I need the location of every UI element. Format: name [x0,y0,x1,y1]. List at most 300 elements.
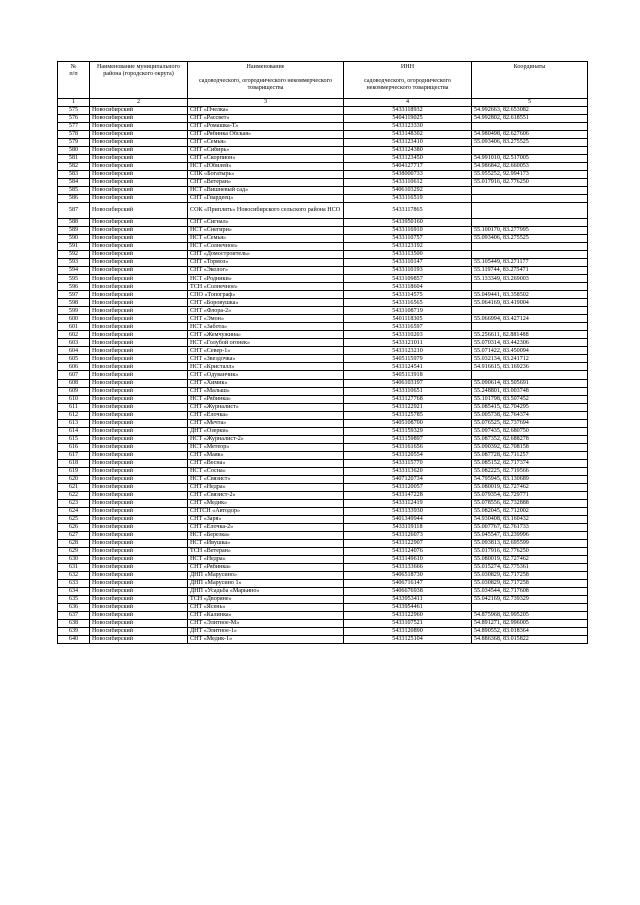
row-number-cell: 635 [58,595,90,603]
coordinates-cell: 55.042169, 82.739329 [472,595,588,603]
organization-name-cell: СНТ «Флора-2» [188,307,344,315]
header-num-5: 5 [472,99,588,107]
coordinates-cell [472,187,588,195]
inn-cell: 5433123410 [344,139,472,147]
organization-name-cell: СНТ «Тормоз» [188,259,344,267]
organization-name-cell: СНТ «Медик-1» [188,636,344,644]
table-row [58,131,588,139]
inn-cell: 5433113620 [344,467,472,475]
table-row [58,523,588,531]
inn-cell: 5433116597 [344,323,472,331]
district-cell: Новосибирский [90,411,188,419]
coordinates-cell [472,147,588,155]
row-number-cell: 606 [58,363,90,371]
coordinates-cell: 54.992802, 82.618551 [472,115,588,123]
inn-cell: 5433123450 [344,155,472,163]
organization-name-cell: НСТ «Связист» [188,475,344,483]
organization-name-cell: СНТ «Жемчужина» [188,331,344,339]
inn-cell: 5438000733 [344,171,472,179]
inn-cell: 5433149610 [344,555,472,563]
header-inn-line2: садоводческого, огороднического некоммерческого товарищества [364,78,451,91]
inn-cell: 5433123210 [344,347,472,355]
header-num-1: 1 [58,99,90,107]
inn-cell: 5401349944 [344,515,472,523]
organization-name-cell: ДНП «Марусино 1» [188,579,344,587]
coordinates-cell: 55.017916, 82.776250 [472,547,588,555]
table-row [58,571,588,579]
coordinates-cell: 55.093406, 83.275525 [472,235,588,243]
coordinates-cell: 55.085415, 82.704295 [472,403,588,411]
district-cell: Новосибирский [90,147,188,155]
district-cell: Новосибирский [90,523,188,531]
organization-name-cell: СНТ «Малыш» [188,387,344,395]
coordinates-cell [472,323,588,331]
coordinates-cell: 55.032134, 83.241712 [472,355,588,363]
table-body [58,107,588,644]
table-row [58,339,588,347]
inn-cell: 5433116910 [344,227,472,235]
table-row [58,411,588,419]
organization-name-cell: СНТ «Елочка» [188,411,344,419]
table-row [58,403,588,411]
district-cell: Новосибирский [90,299,188,307]
organization-name-cell: НСТ «Кристалл» [188,363,344,371]
table-row [58,291,588,299]
inn-cell: 5433117865 [344,203,472,219]
district-cell: Новосибирский [90,195,188,203]
district-cell: Новосибирский [90,491,188,499]
coordinates-cell: 55.064169, 83.419004 [472,299,588,307]
table-row [58,139,588,147]
organization-name-cell: СНТ «Север-1» [188,347,344,355]
district-cell: Новосибирский [90,619,188,627]
coordinates-cell [472,283,588,291]
inn-cell: 5405113918 [344,371,472,379]
coordinates-cell: 55.093813, 82.695599 [472,539,588,547]
organization-name-cell: ДНП «Марусино» [188,571,344,579]
row-number-cell: 590 [58,235,90,243]
inn-cell: 5433122960 [344,611,472,619]
row-number-cell: 589 [58,227,90,235]
table-row [58,107,588,115]
inn-cell: 5433114575 [344,291,472,299]
organization-name-cell: НСТ «Ивушка» [188,539,344,547]
inn-cell: 5433115770 [344,459,472,467]
organization-name-cell: ДНТ «Озерки» [188,427,344,435]
table-row [58,435,588,443]
organization-name-cell: СНТ «Скорпион» [188,155,344,163]
coordinates-cell [472,603,588,611]
coordinates-cell: 55.090614, 83.505691 [472,379,588,387]
row-number-cell: 615 [58,435,90,443]
table-row [58,267,588,275]
table-row [58,539,588,547]
inn-cell: 5406518730 [344,571,472,579]
district-cell: Новосибирский [90,203,188,219]
table-row [58,355,588,363]
district-cell: Новосибирский [90,339,188,347]
coordinates-cell: 55.070314, 83.442306 [472,339,588,347]
organization-name-cell: ТСН «Солнечное» [188,283,344,291]
coordinates-cell [472,243,588,251]
row-number-cell: 598 [58,299,90,307]
header-number-line2: п/п [69,71,78,77]
district-cell: Новосибирский [90,387,188,395]
coordinates-cell: 55.133349, 83.269003 [472,275,588,283]
table-row [58,419,588,427]
table-row [58,636,588,644]
row-number-cell: 627 [58,531,90,539]
district-cell: Новосибирский [90,123,188,131]
organization-name-cell: СНТ «Домостроитель» [188,251,344,259]
coordinates-cell [472,203,588,219]
inn-cell: 5433123330 [344,123,472,131]
inn-cell: 5433133666 [344,563,472,571]
district-cell: Новосибирский [90,115,188,123]
organization-name-cell: НСТ «Рябинка» [188,395,344,403]
table-header [58,62,588,107]
organization-name-cell: СНТ «Недра» [188,483,344,491]
organization-name-cell: СНТ «Ветеран» [188,179,344,187]
table-row [58,387,588,395]
district-cell: Новосибирский [90,219,188,227]
table-row [58,251,588,259]
inn-cell: 5433110612 [344,179,472,187]
inn-cell: 5433124380 [344,147,472,155]
coordinates-cell: 55.078556, 82.732888 [472,499,588,507]
table-row [58,443,588,451]
organization-name-cell: НСТ «Голубой огонек» [188,339,344,347]
table-row [58,195,588,203]
inn-cell: 5433110757 [344,235,472,243]
table-row [58,483,588,491]
coordinates-cell: 55.256611, 82.881488 [472,331,588,339]
coordinates-cell: 55.105449, 83.271177 [472,259,588,267]
inn-cell: 5433148302 [344,131,472,139]
table-row [58,507,588,515]
district-cell: Новосибирский [90,443,188,451]
coordinates-cell: 54.795945, 83.130689 [472,475,588,483]
organization-name-cell: СНТСН «Автодор» [188,507,344,515]
coordinates-cell: 55.030829, 82.717258 [472,579,588,587]
coordinates-cell: 55.007767, 82.761733 [472,523,588,531]
inn-cell: 5433110193 [344,267,472,275]
table-row [58,187,588,195]
row-number-cell: 586 [58,195,90,203]
organization-name-cell: ДНП «Усадьба «Марьино» [188,587,344,595]
row-number-cell: 585 [58,187,90,195]
inn-cell: 5433161656 [344,443,472,451]
row-number-cell: 622 [58,491,90,499]
coordinates-cell: 54.890552, 83.018364 [472,627,588,635]
inn-cell: 5433125104 [344,636,472,644]
inn-cell: 5406676938 [344,587,472,595]
row-number-cell: 638 [58,619,90,627]
row-number-cell: 575 [58,107,90,115]
coordinates-cell: 55.066994, 83.427124 [472,315,588,323]
header-district-label: Наименование муниципального района (городского округа) [97,64,180,77]
row-number-cell: 625 [58,515,90,523]
header-inn-line1: ИНН [400,64,415,70]
district-cell: Новосибирский [90,323,188,331]
inn-cell: 5405115979 [344,355,472,363]
district-cell: Новосибирский [90,379,188,387]
row-number-cell: 593 [58,259,90,267]
coordinates-cell [472,371,588,379]
organization-name-cell: НСТ «Родники» [188,275,344,283]
inn-cell: 5433126073 [344,531,472,539]
coordinates-cell: 55.080019, 82.727462 [472,483,588,491]
row-number-cell: 608 [58,379,90,387]
table-row [58,531,588,539]
row-number-cell: 629 [58,547,90,555]
inn-cell: 5433113500 [344,251,472,259]
row-number-cell: 601 [58,323,90,331]
organization-name-cell: СНТ «Журналист» [188,403,344,411]
row-number-cell: 583 [58,171,90,179]
table-row [58,347,588,355]
coordinates-cell: 55.005738, 82.764374 [472,411,588,419]
header-numbers-row [58,99,588,107]
table-row [58,467,588,475]
row-number-cell: 597 [58,291,90,299]
district-cell: Новосибирский [90,435,188,443]
organization-name-cell: СНТ «Ромашка-Т» [188,123,344,131]
inn-cell: 5433133930 [344,507,472,515]
row-number-cell: 580 [58,147,90,155]
organization-name-cell: СНТ «Ясень» [188,603,344,611]
row-number-cell: 618 [58,459,90,467]
table-row [58,379,588,387]
coordinates-cell: 55.079354, 82.729771 [472,491,588,499]
organization-name-cell: СНТ «Эколог» [188,267,344,275]
district-cell: Новосибирский [90,395,188,403]
table-row [58,475,588,483]
inn-cell: 5433159329 [344,427,472,435]
row-number-cell: 626 [58,523,90,531]
district-cell: Новосибирский [90,475,188,483]
inn-cell: 5405108700 [344,419,472,427]
table-row [58,579,588,587]
inn-cell: 5404119025 [344,115,472,123]
row-number-cell: 616 [58,443,90,451]
table-row [58,299,588,307]
coordinates-cell: 55.097435, 82.680750 [472,427,588,435]
coordinates-cell [472,123,588,131]
coordinates-cell: 54.886368, 83.015822 [472,636,588,644]
coordinates-cell [472,219,588,227]
coordinates-cell: 54.875968, 82.995205 [472,611,588,619]
header-coordinates-label: Координаты [513,64,546,70]
header-num-4: 4 [344,99,472,107]
table-row [58,283,588,291]
row-number-cell: 611 [58,403,90,411]
row-number-cell: 619 [58,467,90,475]
table-row [58,323,588,331]
inn-cell: 5433120554 [344,451,472,459]
district-cell: Новосибирский [90,267,188,275]
inn-cell: 5433953411 [344,595,472,603]
row-number-cell: 640 [58,636,90,644]
coordinates-cell: 55.100170, 83.277995 [472,227,588,235]
organization-name-cell: НСТ «Метеор» [188,443,344,451]
organization-name-cell: НСТ «Солнечное» [188,243,344,251]
district-cell: Новосибирский [90,355,188,363]
table-row [58,499,588,507]
coordinates-cell: 55.049441, 83.358502 [472,291,588,299]
organization-name-cell: СНТ «Гвардеец» [188,195,344,203]
row-number-cell: 591 [58,243,90,251]
inn-cell: 5433112419 [344,499,472,507]
district-cell: Новосибирский [90,131,188,139]
inn-cell: 5433124541 [344,363,472,371]
coordinates-cell: 55.017916, 82.776250 [472,179,588,187]
row-number-cell: 614 [58,427,90,435]
district-cell: Новосибирский [90,371,188,379]
coordinates-cell: 55.030829, 82.717258 [472,571,588,579]
coordinates-cell: 54.891271, 82.996005 [472,619,588,627]
row-number-cell: 605 [58,355,90,363]
district-cell: Новосибирский [90,499,188,507]
table-row [58,603,588,611]
coordinates-cell: 54.930408, 83.160432 [472,515,588,523]
row-number-cell: 613 [58,419,90,427]
table-row [58,307,588,315]
organization-name-cell: СПО «Топограф» [188,291,344,299]
row-number-cell: 637 [58,611,90,619]
district-cell: Новосибирский [90,315,188,323]
district-cell: Новосибирский [90,563,188,571]
organization-name-cell: НСТ «Недра» [188,555,344,563]
district-cell: Новосибирский [90,259,188,267]
inn-cell: 5433107521 [344,619,472,627]
row-number-cell: 624 [58,507,90,515]
row-number-cell: 579 [58,139,90,147]
organization-name-cell: СНТ «Сигнал» [188,219,344,227]
row-number-cell: 639 [58,627,90,635]
row-number-cell: 628 [58,539,90,547]
inn-cell: 5433159897 [344,435,472,443]
organization-name-cell: НСТ «Юбилей» [188,163,344,171]
district-cell: Новосибирский [90,419,188,427]
district-cell: Новосибирский [90,347,188,355]
table-row [58,451,588,459]
inn-cell: 5433110651 [344,387,472,395]
row-number-cell: 621 [58,483,90,491]
organization-name-cell: СНТ «Связист-2» [188,491,344,499]
coordinates-cell: 54.980498, 82.627606 [472,131,588,139]
table-row [58,363,588,371]
organization-name-cell: НСТ «Вишневый сад» [188,187,344,195]
inn-cell: 5433122907 [344,539,472,547]
district-cell: Новосибирский [90,227,188,235]
organization-name-cell: СНТ «Семья» [188,139,344,147]
coordinates-cell: 55.082225, 82.719566 [472,467,588,475]
row-number-cell: 633 [58,579,90,587]
row-number-cell: 602 [58,331,90,339]
row-number-cell: 610 [58,395,90,403]
row-number-cell: 576 [58,115,90,123]
row-number-cell: 634 [58,587,90,595]
row-number-cell: 612 [58,411,90,419]
header-number-line1: № [70,64,77,70]
district-cell: Новосибирский [90,155,188,163]
district-cell: Новосибирский [90,291,188,299]
district-cell: Новосибирский [90,483,188,491]
coordinates-cell: 55.087352, 82.688278 [472,435,588,443]
table-row [58,331,588,339]
district-cell: Новосибирский [90,539,188,547]
header-inn [344,62,472,99]
table-row [58,395,588,403]
inn-cell: 5433118604 [344,283,472,291]
organization-name-cell: СНТ «Эмон» [188,315,344,323]
inn-cell: 5406103197 [344,379,472,387]
table-row [58,275,588,283]
organization-name-cell: ДНТ «Элитное-1» [188,627,344,635]
header-name [188,62,344,99]
inn-cell: 5401118305 [344,315,472,323]
table-row [58,123,588,131]
row-number-cell: 588 [58,219,90,227]
district-cell: Новосибирский [90,627,188,635]
district-cell: Новосибирский [90,459,188,467]
table-row [58,235,588,243]
inn-cell: 5433127768 [344,395,472,403]
district-cell: Новосибирский [90,243,188,251]
table-row [58,515,588,523]
district-cell: Новосибирский [90,235,188,243]
coordinates-cell [472,195,588,203]
row-number-cell: 592 [58,251,90,259]
district-cell: Новосибирский [90,571,188,579]
coordinates-cell: 55.080019, 82.727462 [472,555,588,563]
organization-name-cell: НСТ «Журналист-2» [188,435,344,443]
table-row [58,547,588,555]
table-row [58,163,588,171]
organizations-table [57,61,588,644]
organization-name-cell: СНТ «Рябинка» [188,563,344,571]
table-row [58,587,588,595]
organization-name-cell: СНТ «Элитное-М» [188,619,344,627]
inn-cell: 5433120057 [344,483,472,491]
row-number-cell: 595 [58,275,90,283]
organization-name-cell: СНТ «Медик» [188,499,344,507]
table-row [58,171,588,179]
header-name-line2: садоводческого, огороднического некоммерческого товарищества [198,78,332,91]
inn-cell: 5433122921 [344,403,472,411]
table-row [58,459,588,467]
organization-name-cell: СНТ «Заря» [188,515,344,523]
inn-cell: 5433124076 [344,547,472,555]
district-cell: Новосибирский [90,139,188,147]
table-row [58,147,588,155]
coordinates-cell: 55.248801, 83.003748 [472,387,588,395]
row-number-cell: 587 [58,203,90,219]
table-row [58,619,588,627]
inn-cell: 5433110203 [344,331,472,339]
coordinates-cell: 55.076525, 82.737694 [472,419,588,427]
header-name-line1: Наименование [246,64,285,70]
table-row [58,259,588,267]
district-cell: Новосибирский [90,331,188,339]
organization-name-cell: СНТ «Одуванчик» [188,371,344,379]
coordinates-cell: 55.087728, 82.711257 [472,451,588,459]
inn-cell: 5433147228 [344,491,472,499]
organization-name-cell: СНТ «Рябинка Обская» [188,131,344,139]
district-cell: Новосибирский [90,611,188,619]
row-number-cell: 581 [58,155,90,163]
